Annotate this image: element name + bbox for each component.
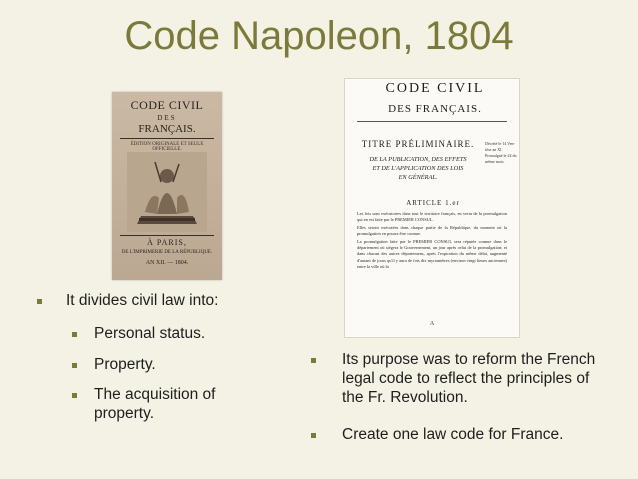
cover-edition-note: ÉDITION ORIGINALE ET SEULE OFFICIELLE. — [130, 142, 204, 152]
page-subtitle: DES FRANÇAIS. — [388, 103, 482, 115]
page-folio: A — [429, 321, 435, 327]
bullet-main: It divides civil law into: — [66, 292, 219, 309]
sub-bullet-personal-status: Personal status. — [94, 325, 206, 342]
engraving-illustration — [127, 152, 207, 232]
bullet-purpose: Its purpose was to reform the French legal code to reflect the principles of the Fr. Revolution. — [342, 351, 596, 406]
margin-line: tôse an XI. — [485, 147, 503, 152]
sub-bullet-acquisition: The acquisition of property. — [94, 386, 216, 422]
italic-line: EN GÉNÉRAL. — [398, 174, 438, 181]
bullet-marker — [311, 433, 316, 438]
page-margin-note — [485, 141, 517, 165]
code-civil-cover-image — [112, 92, 222, 280]
sub-bullet-property: Property. — [94, 356, 156, 373]
cover-des: DES — [157, 114, 177, 122]
cover-year: AN XII. — 1804. — [145, 260, 189, 266]
slide-title: Code Napoleon, 1804 — [124, 14, 514, 58]
bullet-marker — [72, 363, 77, 368]
cover-title: CODE CIVIL — [130, 98, 204, 112]
margin-line: Promulgué le 24 du — [485, 153, 517, 158]
cover-place: À PARIS, — [147, 238, 187, 247]
cover-rule — [120, 138, 214, 139]
body-paragraph: Elles seront exécutées dans chaque partie de la République, du moment où la promulgation en pourra être connue. — [357, 224, 507, 237]
bullet-marker — [72, 393, 77, 398]
bullet-marker — [72, 332, 77, 337]
page-body — [357, 211, 507, 272]
page-title: CODE CIVIL — [385, 81, 485, 96]
cover-publisher: DE L'IMPRIMERIE DE LA RÉPUBLIQUE. — [121, 250, 213, 255]
bullet-marker — [37, 299, 42, 304]
page-italic-heading — [353, 155, 483, 182]
italic-line: ET DE L'APPLICATION DES LOIS — [372, 165, 464, 172]
cover-francais: FRANÇAIS. — [138, 123, 196, 135]
bullet-one-law-code: Create one law code for France. — [342, 426, 564, 443]
bullet-marker — [311, 358, 316, 363]
body-paragraph: La promulgation faite par le PREMIER CONSUL sera réputée connue dans le département où siégera le Gouvernement, un jour après celui de la promulgation; et dans chacun des autres départemens, après l'expiration du même délai, augmenté d'autant de jours qu'il y aura de fois dix myriamètres (environ vingt lieues anciennes) entre la ville où la — [357, 238, 507, 270]
page-rule — [357, 121, 507, 122]
italic-line: DE LA PUBLICATION, DES EFFETS — [369, 156, 467, 163]
code-civil-page-image — [344, 78, 520, 338]
cover-rule-2 — [120, 235, 214, 236]
page-heading: TITRE PRÉLIMINAIRE. — [361, 139, 475, 149]
body-paragraph: Les lois sont exécutoires dans tout le territoire français, en vertu de la promulgation qui en est faite par le PREMIER CONSUL. — [357, 211, 507, 223]
page-article-heading: ARTICLE 1.er — [406, 199, 460, 207]
margin-line: Décrété le 14 Ven- — [485, 141, 515, 146]
margin-line: même mois. — [485, 159, 505, 164]
